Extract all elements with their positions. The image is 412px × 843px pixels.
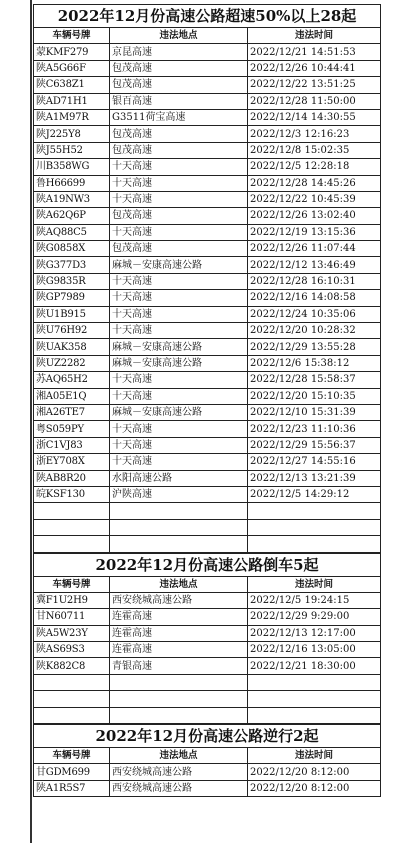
table-row: [34, 658, 381, 674]
table-row: [34, 290, 381, 306]
header-plate: 车辆号牌: [34, 748, 110, 764]
location-cell: 麻城－安康高速公路: [110, 339, 248, 355]
location-cell: 包茂高速: [110, 77, 248, 93]
header-time: 违法时间: [248, 576, 381, 592]
location-cell: 十天高速: [110, 175, 248, 191]
table-row: [34, 780, 381, 796]
table-row: [34, 339, 381, 355]
time-cell: 2022/12/29 9:29:00: [248, 609, 381, 625]
time-cell: 2022/12/26 13:02:40: [248, 208, 381, 224]
time-cell: 2022/12/20 15:10:35: [248, 388, 381, 404]
speeding-title: 2022年12月份高速公路超速50%以上28起: [34, 5, 381, 28]
time-cell: 2022/12/8 15:02:35: [248, 142, 381, 158]
plate-cell: 湘A26TE7: [34, 404, 110, 420]
violation-sheet: [33, 4, 380, 797]
location-cell: 青银高速: [110, 658, 248, 674]
table-row: [34, 437, 381, 453]
plate-cell: 陕J225Y8: [34, 126, 110, 142]
plate-cell: 陕A19NW3: [34, 191, 110, 207]
plate-cell: 冀F1U2H9: [34, 592, 110, 608]
table-row: [34, 421, 381, 437]
time-cell: 2022/12/22 13:51:25: [248, 77, 381, 93]
time-cell: 2022/12/28 16:10:31: [248, 273, 381, 289]
time-cell: 2022/12/16 14:08:58: [248, 290, 381, 306]
blank-rows: [34, 503, 381, 552]
time-cell: 2022/12/5 12:28:18: [248, 159, 381, 175]
location-cell: 十天高速: [110, 290, 248, 306]
plate-cell: 陕A5W23Y: [34, 625, 110, 641]
time-cell: 2022/12/23 11:10:36: [248, 421, 381, 437]
table-row: [34, 625, 381, 641]
location-cell: 沪陕高速: [110, 486, 248, 502]
table-row: [34, 191, 381, 207]
header-location: 违法地点: [110, 748, 248, 764]
location-cell: 连霍高速: [110, 609, 248, 625]
table-row: [34, 486, 381, 502]
time-cell: 2022/12/27 14:55:16: [248, 454, 381, 470]
wrong-way-table: [33, 724, 381, 797]
location-cell: 十天高速: [110, 388, 248, 404]
table-row: [34, 388, 381, 404]
time-cell: 2022/12/19 13:15:36: [248, 224, 381, 240]
time-cell: 2022/12/3 12:16:23: [248, 126, 381, 142]
table-row: [34, 372, 381, 388]
plate-cell: 陕UAK358: [34, 339, 110, 355]
plate-cell: 陕J55H52: [34, 142, 110, 158]
header-location: 违法地点: [110, 28, 248, 44]
time-cell: 2022/12/6 15:38:12: [248, 355, 381, 371]
table-row: [34, 60, 381, 76]
table-row: [34, 208, 381, 224]
table-row: [34, 241, 381, 257]
location-cell: 包茂高速: [110, 241, 248, 257]
location-cell: 麻城－安康高速公路: [110, 257, 248, 273]
header-plate: 车辆号牌: [34, 576, 110, 592]
table-row: [34, 470, 381, 486]
left-border-line: [30, 0, 32, 843]
plate-cell: 甘GDM699: [34, 764, 110, 780]
plate-cell: 苏AQ65H2: [34, 372, 110, 388]
location-cell: 十天高速: [110, 421, 248, 437]
location-cell: 西安绕城高速公路: [110, 592, 248, 608]
plate-cell: 浙EY708X: [34, 454, 110, 470]
time-cell: 2022/12/28 15:58:37: [248, 372, 381, 388]
table-row: [34, 355, 381, 371]
location-cell: 十天高速: [110, 191, 248, 207]
location-cell: 连霍高速: [110, 642, 248, 658]
plate-cell: 蒙KMF279: [34, 44, 110, 60]
table-row: [34, 642, 381, 658]
plate-cell: 鲁H66699: [34, 175, 110, 191]
location-cell: 包茂高速: [110, 126, 248, 142]
table-row: [34, 454, 381, 470]
time-cell: 2022/12/16 13:05:00: [248, 642, 381, 658]
plate-cell: 陕U76H92: [34, 323, 110, 339]
time-cell: 2022/12/5 19:24:15: [248, 592, 381, 608]
location-cell: 包茂高速: [110, 60, 248, 76]
location-cell: 十天高速: [110, 273, 248, 289]
plate-cell: 陕UZ2282: [34, 355, 110, 371]
location-cell: 十天高速: [110, 224, 248, 240]
plate-cell: 陕AS69S3: [34, 642, 110, 658]
location-cell: 西安绕城高速公路: [110, 780, 248, 796]
time-cell: 2022/12/14 14:30:55: [248, 109, 381, 125]
table-row: [34, 77, 381, 93]
plate-cell: 陕U1B915: [34, 306, 110, 322]
header-time: 违法时间: [248, 28, 381, 44]
time-cell: 2022/12/10 15:31:39: [248, 404, 381, 420]
time-cell: 2022/12/12 13:46:49: [248, 257, 381, 273]
plate-cell: 川B358WG: [34, 159, 110, 175]
time-cell: 2022/12/22 10:45:39: [248, 191, 381, 207]
plate-cell: 陕AQ88C5: [34, 224, 110, 240]
location-cell: 西安绕城高速公路: [110, 764, 248, 780]
plate-cell: 陕C638Z1: [34, 77, 110, 93]
wrong-way-rows: [34, 764, 381, 797]
table-row: [34, 306, 381, 322]
plate-cell: 陕AB8R20: [34, 470, 110, 486]
plate-cell: 陕A62Q6P: [34, 208, 110, 224]
plate-cell: 陕A1R5S7: [34, 780, 110, 796]
time-cell: 2022/12/5 14:29:12: [248, 486, 381, 502]
table-row: [34, 224, 381, 240]
plate-cell: 陕AD71H1: [34, 93, 110, 109]
blank-rows: [34, 674, 381, 723]
table-row: [34, 609, 381, 625]
time-cell: 2022/12/21 14:51:53: [248, 44, 381, 60]
table-row: [34, 257, 381, 273]
time-cell: 2022/12/24 10:35:06: [248, 306, 381, 322]
speeding-table: [33, 4, 381, 553]
header-location: 违法地点: [110, 576, 248, 592]
reversing-title: 2022年12月份高速公路倒车5起: [34, 553, 381, 576]
table-row: [34, 44, 381, 60]
plate-cell: 湘A05E1Q: [34, 388, 110, 404]
location-cell: 水阳高速公路: [110, 470, 248, 486]
table-row: [34, 764, 381, 780]
table-row: [34, 323, 381, 339]
location-cell: 十天高速: [110, 372, 248, 388]
time-cell: 2022/12/20 10:28:32: [248, 323, 381, 339]
table-row: [34, 126, 381, 142]
plate-cell: 浙C1VJ83: [34, 437, 110, 453]
location-cell: 包茂高速: [110, 208, 248, 224]
time-cell: 2022/12/28 14:45:26: [248, 175, 381, 191]
location-cell: 十天高速: [110, 454, 248, 470]
table-row: [34, 109, 381, 125]
plate-cell: 甘N60711: [34, 609, 110, 625]
plate-cell: 粤S059PY: [34, 421, 110, 437]
header-time: 违法时间: [248, 748, 381, 764]
table-row: [34, 142, 381, 158]
speeding-rows: [34, 44, 381, 503]
plate-cell: 陕G0858X: [34, 241, 110, 257]
location-cell: 包茂高速: [110, 142, 248, 158]
location-cell: 十天高速: [110, 159, 248, 175]
location-cell: 十天高速: [110, 437, 248, 453]
plate-cell: 陕A5G66F: [34, 60, 110, 76]
time-cell: 2022/12/26 10:44:41: [248, 60, 381, 76]
table-row: [34, 159, 381, 175]
time-cell: 2022/12/29 15:56:37: [248, 437, 381, 453]
location-cell: 十天高速: [110, 323, 248, 339]
time-cell: 2022/12/26 11:07:44: [248, 241, 381, 257]
table-row: [34, 404, 381, 420]
reversing-table: [33, 553, 381, 725]
table-row: [34, 592, 381, 608]
plate-cell: 皖KSF130: [34, 486, 110, 502]
time-cell: 2022/12/21 18:30:00: [248, 658, 381, 674]
reversing-rows: [34, 592, 381, 674]
header-plate: 车辆号牌: [34, 28, 110, 44]
plate-cell: 陕G9835R: [34, 273, 110, 289]
location-cell: 十天高速: [110, 306, 248, 322]
location-cell: 银百高速: [110, 93, 248, 109]
wrong-way-title: 2022年12月份高速公路逆行2起: [34, 725, 381, 748]
table-row: [34, 175, 381, 191]
plate-cell: 陕A1M97R: [34, 109, 110, 125]
location-cell: 连霍高速: [110, 625, 248, 641]
plate-cell: 陕G377D3: [34, 257, 110, 273]
plate-cell: 陕GP7989: [34, 290, 110, 306]
time-cell: 2022/12/13 12:17:00: [248, 625, 381, 641]
time-cell: 2022/12/29 13:55:28: [248, 339, 381, 355]
location-cell: 京昆高速: [110, 44, 248, 60]
location-cell: 麻城－安康高速公路: [110, 355, 248, 371]
table-row: [34, 273, 381, 289]
table-row: [34, 93, 381, 109]
time-cell: 2022/12/13 13:21:39: [248, 470, 381, 486]
location-cell: G3511荷宝高速: [110, 109, 248, 125]
time-cell: 2022/12/20 8:12:00: [248, 780, 381, 796]
time-cell: 2022/12/20 8:12:00: [248, 764, 381, 780]
plate-cell: 陕K882C8: [34, 658, 110, 674]
location-cell: 麻城－安康高速公路: [110, 404, 248, 420]
time-cell: 2022/12/28 11:50:00: [248, 93, 381, 109]
